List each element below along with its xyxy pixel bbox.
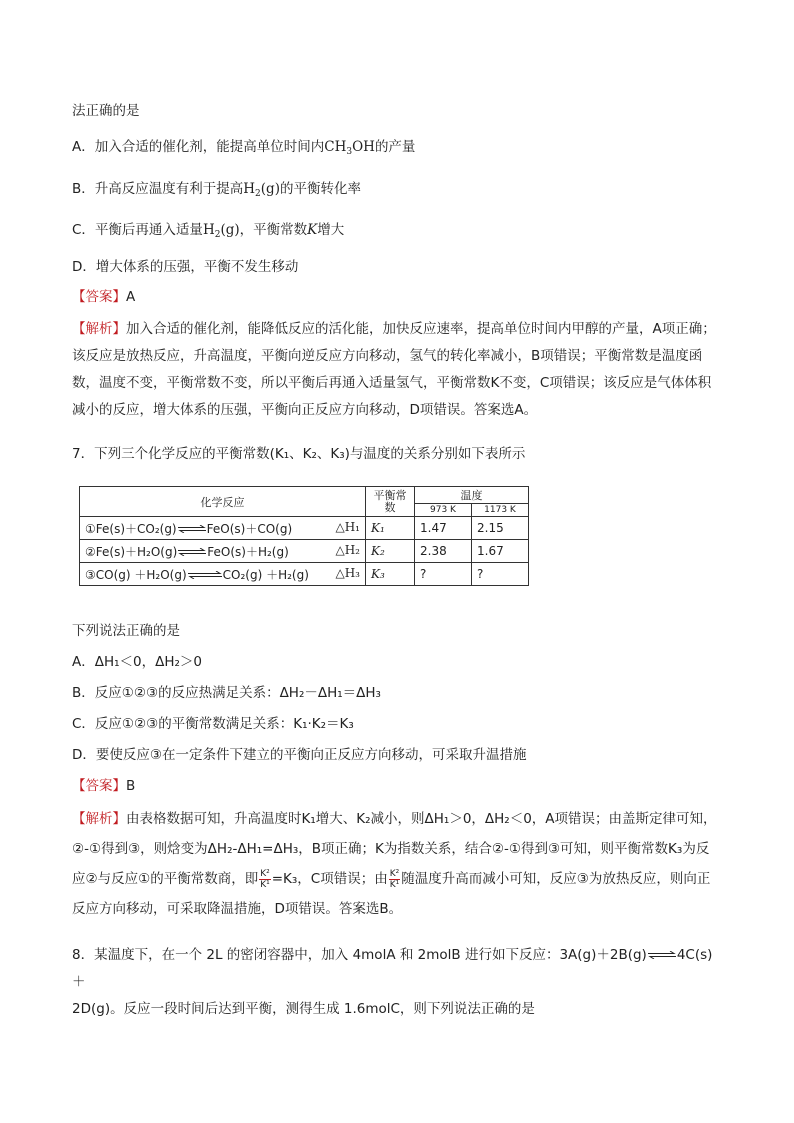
reaction-lhs: ③CO(g) ＋H₂O(g) (85, 567, 187, 582)
q6-option-c-post: 增大 (317, 222, 345, 238)
q7-answer (72, 777, 135, 795)
k-973: 1.47 (415, 517, 472, 540)
equilibrium-arrow-icon (188, 571, 222, 579)
reaction-rhs: FeO(s)＋H₂(g) (207, 544, 289, 559)
q8-text-1: 8．某温度下，在一个 2L 的密闭容器中，加入 4molA 和 2molB 进行如下反应：3A(g)＋2B(g) (72, 947, 647, 963)
k-973: 2.38 (415, 540, 472, 563)
q7-analysis-p2: =K₃，C项错误；由 (271, 871, 388, 887)
equilibrium-arrow-icon (648, 951, 676, 959)
reaction-rhs: FeO(s)＋CO(g) (206, 521, 293, 536)
k-1173: 1.67 (472, 540, 529, 563)
table-header-1173k: 1173 K (472, 504, 529, 517)
q6-option-a (72, 138, 415, 161)
equilibrium-table (79, 486, 529, 586)
fraction-k2-k1 (259, 869, 271, 890)
answer-tag: 【答案】 (72, 778, 126, 794)
q8-stem (72, 942, 722, 1023)
fraction-denominator: K¹ (389, 879, 400, 890)
q6-option-c-mid: ，平衡常数 (239, 222, 308, 238)
q7-analysis-p1: 由表格数据可知，升高温度时K₁增大、K₂减小，则ΔH₁＞0，ΔH₂＜0，A项错误；由盖斯定律可知，②-①得到③，则焓变为ΔH₂-ΔH₁=ΔH₃，B项正确；K为指数关系，结合②-①得到③可知，则平衡常数K₃为反应②与反应①的平衡常数商，即 (72, 811, 717, 887)
q7-option-b: B．反应①②③的反应热满足关系：ΔH₂－ΔH₁＝ΔH₃ (72, 685, 381, 701)
q8-text-2: 4C(s)＋ (72, 947, 713, 990)
q8-text-3: 2D(g)。反应一段时间后达到平衡，测得生成 1.6molC，则下列说法正确的是 (72, 1001, 535, 1017)
table-header-973k: 973 K (415, 504, 472, 517)
q6-option-a-post: 的产量 (374, 139, 416, 155)
q7-option-d: D．要使反应③在一定条件下建立的平衡向正反应方向移动，可采取升温措施 (72, 747, 527, 763)
q7-analysis-p3: 随温度升高而减小可知，反应③为放热反应，则向正反应方向移动，可采取降温措施，D项错误。答案选B。 (72, 871, 711, 917)
k-value: K₂ (366, 540, 415, 563)
formula-h2g: $H_2(g)$ (243, 181, 280, 199)
answer-value: B (126, 778, 136, 794)
table-header-k: 平衡常数 (366, 487, 415, 517)
formula-ch3oh: $CH_3OH$ (324, 139, 375, 157)
table-header-reaction: 化学反应 (80, 487, 366, 517)
reaction-3 (80, 563, 366, 586)
q6-option-c-pre: 平衡后再通入适量 (94, 222, 203, 238)
table-row (80, 517, 529, 540)
q6-analysis-text: 加入合适的催化剂，能降低反应的活化能，加快反应速率，提高单位时间内甲醇的产量，A项正确；该反应是放热反应，升高温度，平衡向逆反应方向移动，氢气的转化率减小，B项错误；平衡常数是温度函数，温度不变，平衡常数不变，所以平衡后再通入适量氢气，平衡常数K不变，C项错误；该反应是气体体积减小的反应，增大体系的压强，平衡向正反应方向移动，D项错误。答案选A。 (72, 321, 716, 418)
reaction-1 (80, 517, 366, 540)
table-row (80, 540, 529, 563)
fraction-denominator: K¹ (260, 879, 270, 890)
q6-option-b-post: 的平衡转化率 (279, 181, 361, 197)
q6-option-d-text: 增大体系的压强，平衡不发生移动 (95, 259, 299, 275)
table-row (80, 563, 529, 586)
fraction-k2-k1 (389, 869, 401, 890)
q6-option-b-label: B． (72, 181, 95, 197)
q6-option-c-label: C． (72, 222, 95, 238)
k-value: K₃ (366, 563, 415, 586)
reaction-rhs: CO₂(g) ＋H₂(g) (222, 567, 309, 582)
q6-option-b (72, 180, 361, 203)
q7-analysis (72, 804, 722, 924)
q7-stem: 7．下列三个化学反应的平衡常数(K₁、K₂、K₃)与温度的关系分别如下表所示 (72, 446, 526, 462)
equilibrium-arrow-icon (178, 548, 206, 556)
symbol-k: K (307, 222, 318, 238)
k-value: K₁ (366, 517, 415, 540)
table-header-temp: 温度 (415, 487, 529, 504)
delta-h: △H₁ (335, 519, 360, 534)
analysis-tag: 【解析】 (72, 321, 126, 337)
k-1173: 2.15 (472, 517, 529, 540)
formula-h2g: $H_2(g)$ (202, 222, 240, 240)
q6-answer (72, 288, 135, 306)
reaction-2 (80, 540, 366, 563)
reaction-lhs: ②Fe(s)＋H₂O(g) (85, 544, 178, 559)
q6-stem-tail: 法正确的是 (72, 103, 140, 119)
k-1173: ? (472, 563, 529, 586)
reaction-lhs: ①Fe(s)＋CO₂(g) (85, 521, 177, 536)
q6-option-d (72, 258, 298, 276)
k-973: ? (415, 563, 472, 586)
q7-option-a: A．ΔH₁＜0，ΔH₂＞0 (72, 654, 203, 670)
q6-option-d-label: D． (72, 259, 96, 275)
fraction-numerator: K² (260, 868, 270, 879)
q6-analysis (72, 316, 722, 424)
answer-value: A (126, 289, 136, 305)
q6-option-b-pre: 升高反应温度有利于提高 (94, 181, 244, 197)
q7-prompt: 下列说法正确的是 (72, 623, 180, 639)
delta-h: △H₃ (335, 565, 360, 580)
analysis-tag: 【解析】 (72, 811, 126, 827)
q6-option-c (72, 221, 344, 244)
q6-option-a-label: A． (72, 139, 95, 155)
delta-h: △H₂ (335, 542, 360, 557)
answer-tag: 【答案】 (72, 289, 126, 305)
q7-option-c: C．反应①②③的平衡常数满足关系：K₁·K₂＝K₃ (72, 716, 354, 732)
equilibrium-arrow-icon (178, 525, 206, 533)
q6-option-a-pre: 加入合适的催化剂，能提高单位时间内 (94, 139, 325, 155)
fraction-numerator: K² (389, 868, 400, 879)
